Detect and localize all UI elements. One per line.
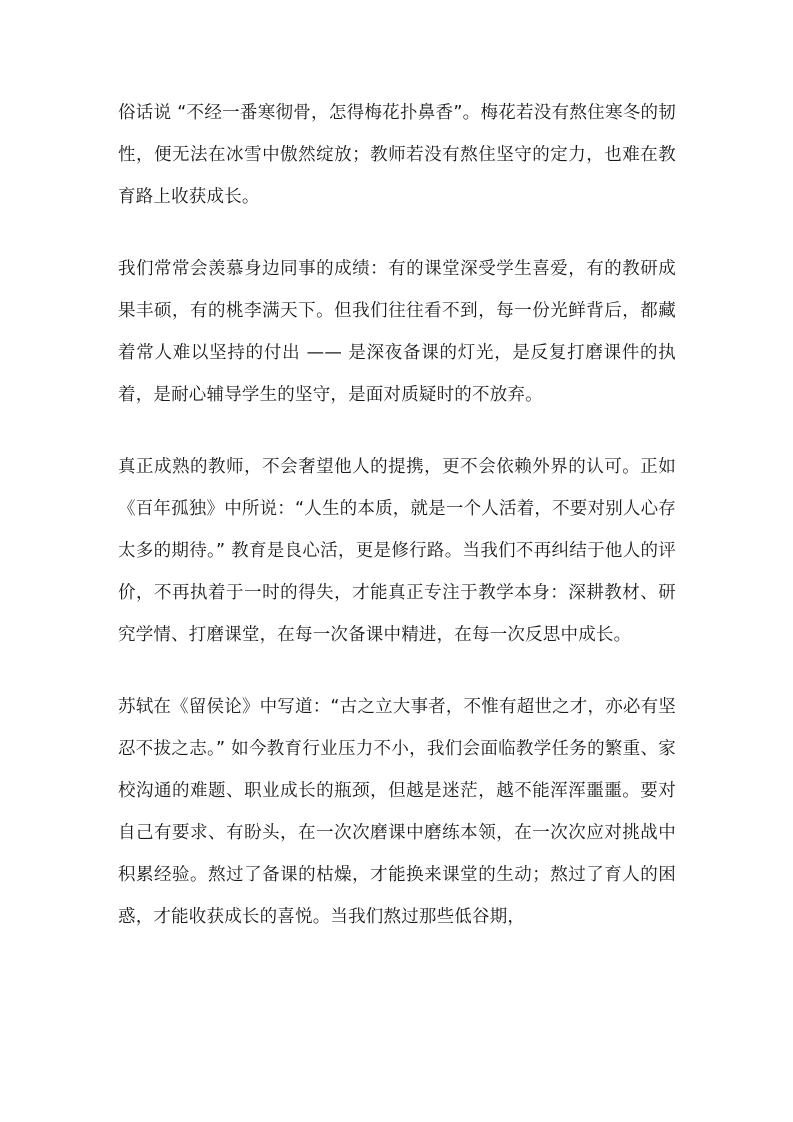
document-body xyxy=(118,92,676,938)
paragraph-1: 俗话说 “不经一番寒彻骨，怎得梅花扑鼻香”。梅花若没有熬住寒冬的韧性，便无法在冰雪中傲然绽放；教师若没有熬住坚守的定力，也难在教育路上收获成长。 xyxy=(118,103,676,207)
paragraph-3: 真正成熟的教师，不会奢望他人的提携，更不会依赖外界的认可。正如《百年孤独》中所说：“人生的本质，就是一个人活着，不要对别人心存太多的期待。” 教育是良心活，更是修行路。当我们不再纠结于他人的评价，不再执着于一时的得失，才能真正专注于教学本身：深耕教材、研究学情、打磨课堂，在每一次备课中精进，在每一次反思中成长。 xyxy=(118,457,676,645)
paragraph-4: 苏轼在《留侯论》中写道：“古之立大事者，不惟有超世之才，亦必有坚忍不拔之志。” 如今教育行业压力不小，我们会面临教学任务的繁重、家校沟通的难题、职业成长的瓶颈，但越是迷茫，越不能浑浑噩噩。要对自己有要求、有盼头，在一次次磨课中磨练本领，在一次次应对挑战中积累经验。熬过了备课的枯燥，才能换来课堂的生动；熬过了育人的困惑，才能收获成长的喜悦。当我们熬过那些低谷期， xyxy=(118,697,676,927)
paragraph-2: 我们常常会羡慕身边同事的成绩：有的课堂深受学生喜爱，有的教研成果丰硕，有的桃李满天下。但我们往往看不到，每一份光鲜背后，都藏着常人难以坚持的付出 —— 是深夜备课的灯光，是反复打磨课件的执着，是耐心辅导学生的坚守，是面对质疑时的不放弃。 xyxy=(118,259,676,405)
